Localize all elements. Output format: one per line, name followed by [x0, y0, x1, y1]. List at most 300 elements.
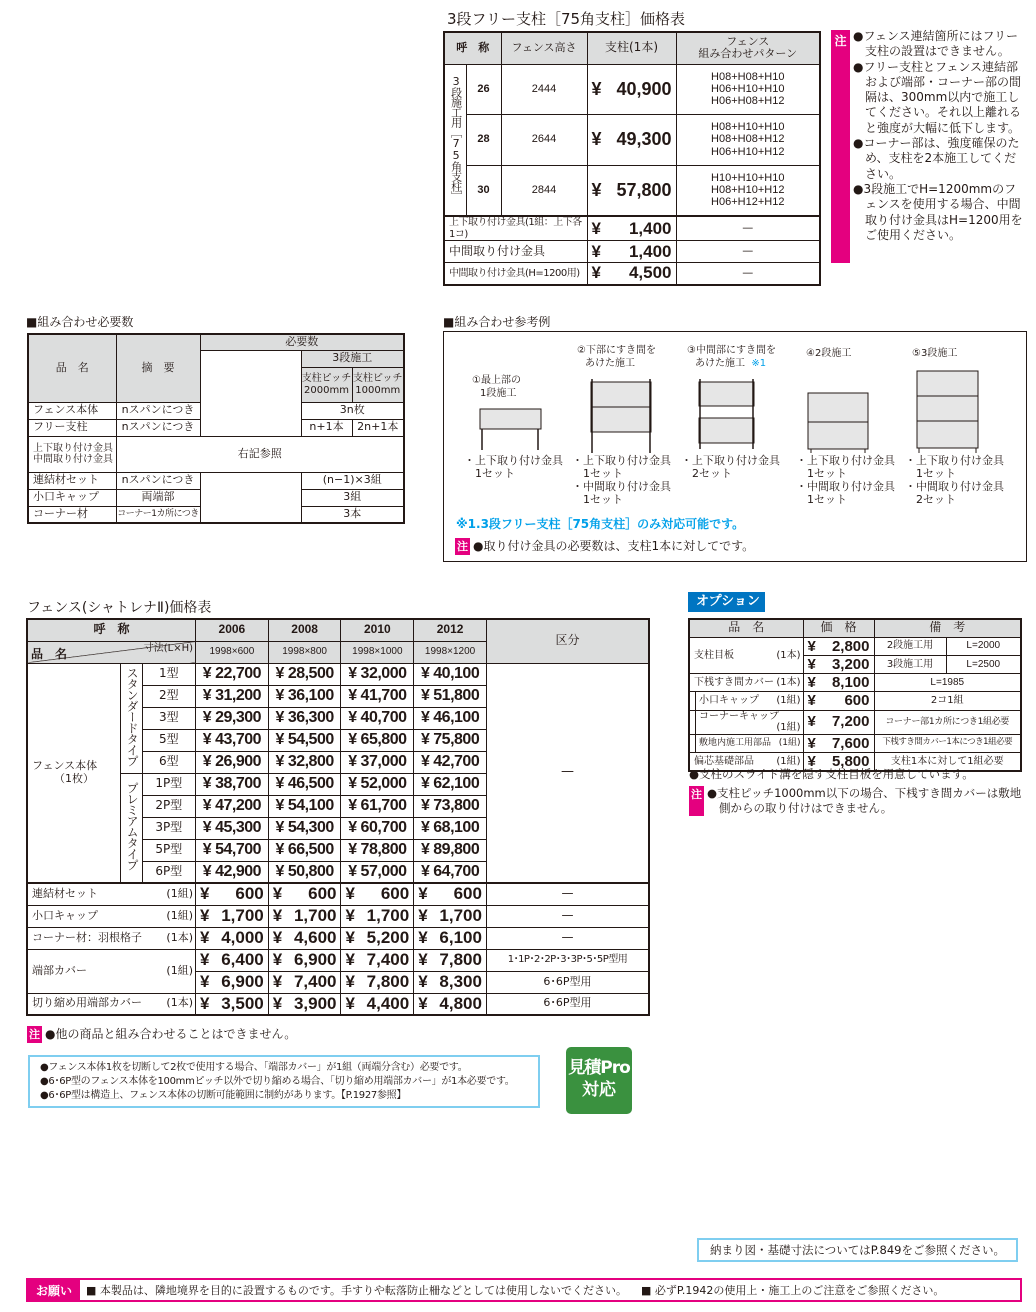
- header-name: 品 名: [689, 619, 803, 637]
- yen: ¥: [345, 950, 355, 970]
- pattern: H08+H10+H10: [711, 121, 785, 134]
- options-table: [688, 618, 1022, 772]
- price: ¥ 42,900: [196, 861, 269, 883]
- row-value: (n−1)×3組: [301, 472, 404, 489]
- table-row: [28, 472, 404, 489]
- type-label: 1P型: [142, 773, 195, 795]
- yen: ¥: [807, 655, 816, 673]
- col-code: 2008: [268, 619, 341, 641]
- note-text: ●支柱ピッチ1000mm以下の場合、下桟すき間カバーは敷地側からの取り付けはできません。: [707, 786, 1022, 815]
- yen: ¥: [418, 928, 428, 948]
- price: ¥ 54,300: [268, 817, 341, 839]
- examples-footnote: ※1.3段フリー支柱［75角支柱］のみ対応可能です。: [456, 517, 745, 531]
- part-unit: (1本): [166, 930, 194, 944]
- price: ¥ 51,800: [414, 685, 487, 707]
- row-height: 2844: [501, 165, 587, 216]
- note-line: ・中間取り付け金具: [796, 480, 895, 493]
- yen: ¥: [345, 884, 355, 904]
- note-item: ●コーナー部は、強度確保のため、支柱を2本施工してください。: [853, 136, 1020, 181]
- pitch-label: 支柱ピッチ: [352, 373, 403, 384]
- row-code: 26: [466, 64, 501, 114]
- price: ¥ 40,700: [341, 707, 414, 729]
- table-row: [689, 734, 1021, 752]
- price: ¥ 32,000: [341, 663, 414, 685]
- price: ¥ 37,000: [341, 751, 414, 773]
- note-line: ・上下取り付け金具: [905, 454, 1004, 467]
- header-required: 必要数: [200, 334, 404, 350]
- option-remark: L=2000: [946, 637, 1021, 655]
- header-pattern-l1: フェンス: [726, 34, 770, 48]
- yen: ¥: [591, 129, 602, 150]
- table-row: [689, 710, 1021, 734]
- header-category: 区分: [486, 619, 649, 663]
- example-3-diagram: [697, 377, 759, 455]
- note-tag: 注: [29, 1028, 40, 1041]
- yen: ¥: [272, 928, 283, 948]
- note-line: ・中間取り付け金具: [905, 480, 1004, 493]
- yen: ¥: [418, 972, 428, 992]
- table-row: [28, 402, 404, 419]
- option-remark: L=2500: [946, 655, 1021, 673]
- type-label: 5型: [142, 729, 195, 751]
- accessory-name: 中間取り付け金具: [444, 241, 587, 263]
- price: ¥ 65,800: [341, 729, 414, 751]
- price: ¥ 54,700: [196, 839, 269, 861]
- yen: ¥: [272, 950, 283, 970]
- example-5-diagram: [914, 369, 980, 455]
- col-size: 1998×1200: [414, 641, 487, 663]
- part-unit: (1組): [166, 886, 194, 900]
- option-remark: 下桟すき間カバー1本につき1組必要: [874, 734, 1021, 752]
- option-price: 7,600: [831, 734, 870, 752]
- yen: ¥: [200, 993, 210, 1013]
- table-row: [27, 993, 649, 1015]
- price: ¥ 46,500: [268, 773, 341, 795]
- yen: ¥: [591, 241, 601, 261]
- option-unit: (1組): [776, 755, 801, 767]
- table-row: [444, 216, 820, 241]
- header-code: 呼 称: [444, 32, 501, 64]
- price: ¥ 50,800: [268, 861, 341, 883]
- note-line: 1セット: [464, 467, 515, 480]
- price: 5,200: [366, 928, 410, 948]
- row-name: 中間取り付け金具: [33, 454, 113, 465]
- pattern: H06+H12+H12: [711, 196, 785, 209]
- table-row: [444, 114, 820, 165]
- header-remark: 備 考: [874, 619, 1021, 637]
- option-unit: (1本): [776, 676, 801, 688]
- price: ¥ 47,200: [196, 795, 269, 817]
- col-size: 1998×1000: [341, 641, 414, 663]
- price: ¥ 62,100: [414, 773, 487, 795]
- price: 600: [308, 884, 337, 904]
- price: ¥ 41,700: [341, 685, 414, 707]
- note-line: 1セット: [796, 467, 847, 480]
- row-name: 連結材セット: [28, 472, 116, 489]
- row-price: 57,800: [616, 179, 672, 200]
- pattern: H08+H10+H12: [711, 184, 785, 197]
- price: 6,900: [293, 950, 337, 970]
- header-height: フェンス高さ: [501, 32, 587, 64]
- row-summary: nスパンにつき: [116, 472, 200, 489]
- note-line: 1セット: [572, 467, 623, 480]
- row-value: 3本: [301, 506, 404, 523]
- col-code: 2012: [414, 619, 487, 641]
- header-pattern-l2: 組み合わせパターン: [698, 47, 798, 61]
- example-5-label: ⑤3段施工: [912, 348, 958, 359]
- yen: ¥: [200, 950, 210, 970]
- note-line: ・上下取り付け金具: [681, 454, 780, 467]
- type-label: 6型: [142, 751, 195, 773]
- price: 7,400: [366, 950, 410, 970]
- options-note: [689, 786, 1024, 816]
- accessory-name: 上下取り付け金具(1組：上下各1コ): [444, 216, 587, 241]
- price: ¥ 38,700: [196, 773, 269, 795]
- row-name: 上下取り付け金具: [33, 442, 113, 454]
- option-unit: (1本): [776, 649, 801, 661]
- yen: ¥: [345, 993, 355, 1013]
- price: 7,800: [439, 950, 482, 970]
- example-4-notes: [796, 454, 895, 506]
- standard-type-label: スタンダードタイプ: [125, 666, 140, 766]
- option-price: 600: [844, 692, 870, 710]
- price: ¥ 61,700: [341, 795, 414, 817]
- body-label-unit: （1枚）: [54, 771, 94, 785]
- pitch-value: 1000mm: [355, 384, 401, 396]
- price: ¥ 40,100: [414, 663, 487, 685]
- type-label: 3型: [142, 707, 195, 729]
- price: 4,000: [221, 928, 264, 948]
- option-unit: (1組): [778, 737, 801, 748]
- row-summary: nスパンにつき: [116, 402, 200, 419]
- row-merged: 右記参照: [116, 436, 404, 472]
- examples-box: [443, 331, 1027, 562]
- example-3-label: [687, 344, 776, 370]
- yen: ¥: [807, 674, 816, 691]
- yen: ¥: [200, 906, 210, 926]
- option-name: 偏芯基礎部品: [694, 755, 754, 767]
- price: ¥ 26,900: [196, 751, 269, 773]
- examples-title: ■組み合わせ参考例: [443, 315, 551, 329]
- example-2-diagram: [589, 377, 659, 455]
- part-category: —: [486, 883, 649, 905]
- option-price: 5,800: [831, 752, 870, 770]
- label-line: ②下部にすき間を: [577, 345, 656, 356]
- note-item: ●フリー支柱とフェンス連結部および端部・コーナー部の間隔は、300mm以内で施工してください。それ以上離れると強度が大幅に低下します。: [853, 59, 1022, 135]
- label-line: あけた施工: [585, 358, 635, 369]
- footer-tag: お願い: [28, 1280, 80, 1300]
- yen: ¥: [272, 906, 283, 926]
- price: 1,700: [439, 906, 482, 926]
- note-line: 1セット: [572, 493, 623, 506]
- pitch-label: 支柱ピッチ: [301, 373, 352, 384]
- badge-line: 対応: [582, 1080, 616, 1100]
- price: ¥ 78,800: [341, 839, 414, 861]
- part-unit: (1組): [166, 963, 194, 977]
- table-row: [27, 883, 649, 905]
- col-size: 1998×800: [268, 641, 341, 663]
- type-label: 2型: [142, 685, 195, 707]
- note-line: ・上下取り付け金具: [572, 454, 671, 467]
- part-category: —: [486, 927, 649, 949]
- options-info: ●支柱のスライド溝を隠す支柱目板を用意しています。: [689, 767, 974, 781]
- type-label: 5P型: [142, 839, 195, 861]
- header-name: 品 名: [28, 334, 116, 402]
- table-row: [444, 64, 820, 114]
- option-remark: 3段施工用: [874, 655, 946, 673]
- accessory-price: 1,400: [628, 218, 672, 238]
- note-line: 1セット: [796, 493, 847, 506]
- price: 600: [453, 884, 482, 904]
- row-height: 2444: [501, 64, 587, 114]
- price: 6,400: [221, 950, 264, 970]
- footer-text: ■ 本製品は、隣地境界を目的に設置するものです。手すりや転落防止柵などとしては使用しないでください。: [86, 1284, 628, 1297]
- note-tag: 注: [689, 786, 704, 816]
- price: ¥ 46,100: [414, 707, 487, 729]
- post-notes: [853, 29, 1023, 243]
- row-value-1000: 2n+1本: [352, 419, 404, 436]
- body-category: —: [486, 663, 649, 883]
- price: ¥ 28,500: [268, 663, 341, 685]
- option-price: 3,200: [831, 655, 870, 673]
- note-line: ・中間取り付け金具: [572, 480, 671, 493]
- yen: ¥: [418, 950, 428, 970]
- yen: ¥: [591, 263, 601, 283]
- table-row: [444, 263, 820, 285]
- price: 6,100: [439, 928, 482, 948]
- yen: ¥: [345, 972, 355, 992]
- note-item: ●3段施工でH=1200mmのフェンスを使用する場合、中間取り付け金具はH=1200用をご使用ください。: [853, 181, 1023, 242]
- accessory-pattern: —: [676, 216, 820, 241]
- accessory-price: 4,500: [628, 263, 672, 283]
- pattern: H08+H08+H10: [711, 70, 785, 83]
- example-4-diagram: [807, 392, 871, 454]
- price: 600: [380, 884, 410, 904]
- part-unit: (1組): [166, 908, 194, 922]
- price: 4,400: [366, 993, 410, 1013]
- price: 1,700: [366, 906, 410, 926]
- part-category: 6･6P型用: [486, 971, 649, 993]
- option-name: 敷地内施工用部品: [699, 737, 772, 748]
- option-unit: (1組): [776, 695, 801, 707]
- premium-type-label: プレミアムタイプ: [125, 781, 140, 870]
- yen: ¥: [591, 179, 602, 200]
- table-row: [444, 165, 820, 216]
- yen: ¥: [807, 692, 816, 710]
- post-note-tag: 注: [831, 30, 850, 263]
- option-unit: (1組): [776, 722, 801, 733]
- type-label: 6P型: [142, 861, 195, 883]
- yen: ¥: [272, 884, 283, 904]
- table-row: [444, 241, 820, 263]
- price: 7,400: [293, 972, 337, 992]
- row-name: フェンス本体: [28, 402, 116, 419]
- row-code: 30: [466, 165, 501, 216]
- box-note: ●6･6P型は構造上、フェンス本体の切断可能範囲に制約があります。【P.1927参照】: [40, 1090, 407, 1101]
- yen: ¥: [272, 972, 283, 992]
- row-price: 49,300: [616, 129, 672, 150]
- example-1-label: [472, 374, 521, 400]
- badge-line: 見積Pro: [568, 1058, 630, 1078]
- type-label: 2P型: [142, 795, 195, 817]
- box-note: ●フェンス本体1枚を切断して2枚で使用する場合、「端部カバー」が1組（両端分含む）必要です。: [40, 1062, 468, 1073]
- example-2-notes: [572, 454, 671, 506]
- example-2-label: [577, 344, 656, 370]
- price: ¥ 66,500: [268, 839, 341, 861]
- note-line: ・上下取り付け金具: [796, 454, 895, 467]
- price: 4,600: [293, 928, 337, 948]
- example-1-notes: [464, 454, 563, 480]
- table-row: [28, 436, 404, 472]
- price: ¥ 45,300: [196, 817, 269, 839]
- yen: ¥: [807, 734, 816, 752]
- pattern: H08+H08+H12: [711, 133, 785, 146]
- mitsumori-pro-badge: [566, 1047, 632, 1114]
- yen: ¥: [418, 906, 428, 926]
- header-three-stage: 3段施工: [301, 350, 404, 367]
- price: ¥ 73,800: [414, 795, 487, 817]
- pattern: H10+H10+H10: [711, 172, 785, 185]
- row-code: 28: [466, 114, 501, 165]
- part-name: 切り縮め用端部カバー: [32, 996, 142, 1010]
- label-line: 1段施工: [480, 388, 517, 399]
- note-item: ●フェンス連結箇所にはフリー支柱の設置はできません。: [853, 29, 1019, 59]
- example-1-diagram: [479, 407, 549, 452]
- option-name: 支柱目板: [694, 649, 734, 661]
- label-line: あけた施工: [695, 358, 745, 369]
- price: ¥ 75,800: [414, 729, 487, 751]
- yen: ¥: [807, 752, 816, 770]
- header-summary: 摘 要: [116, 334, 200, 402]
- row-value-2000: n+1本: [301, 419, 352, 436]
- price: 3,500: [221, 993, 264, 1013]
- accessory-price: 1,400: [628, 241, 672, 261]
- price: 3,900: [293, 993, 337, 1013]
- price: ¥ 31,200: [196, 685, 269, 707]
- footer-text: ■ 必ずP.1942の使用上・施工上のご注意をご参照ください。: [641, 1284, 945, 1297]
- pattern: H06+H10+H12: [711, 145, 785, 158]
- table-row: [27, 949, 649, 971]
- group-label: 3段施工用［75角支柱］: [449, 74, 463, 201]
- reference-note: 納まり図・基礎寸法についてはP.849をご参照ください。: [697, 1238, 1018, 1262]
- row-name: フリー支柱: [28, 419, 116, 436]
- price: ¥ 54,500: [268, 729, 341, 751]
- yen: ¥: [418, 993, 428, 1013]
- row-price: 40,900: [616, 78, 672, 99]
- row-summary: コーナー1カ所につき: [116, 506, 200, 523]
- options-title: オプション: [688, 592, 765, 612]
- yen: ¥: [418, 884, 428, 904]
- option-price: 2,800: [831, 637, 870, 655]
- price: ¥ 43,700: [196, 729, 269, 751]
- type-label: 1型: [142, 663, 195, 685]
- option-remark: 2段施工用: [874, 637, 946, 655]
- required-table: [27, 333, 405, 524]
- row-summary: 両端部: [116, 489, 200, 506]
- col-code: 2006: [196, 619, 269, 641]
- price: ¥ 32,800: [268, 751, 341, 773]
- row-name: コーナー材: [28, 506, 116, 523]
- accessory-pattern: —: [676, 263, 820, 285]
- option-remark: 2コ1組: [874, 692, 1021, 710]
- price: ¥ 68,100: [414, 817, 487, 839]
- part-unit: (1本): [166, 996, 194, 1010]
- row-name: 小口キャップ: [28, 489, 116, 506]
- header-size: 寸法(L×H): [143, 642, 194, 654]
- price: 7,800: [366, 972, 410, 992]
- yen: ¥: [807, 637, 816, 655]
- examples-note: [455, 537, 754, 555]
- price: ¥ 64,700: [414, 861, 487, 883]
- col-size: 1998×600: [196, 641, 269, 663]
- yen: ¥: [345, 906, 355, 926]
- part-name: 端部カバー: [32, 963, 87, 977]
- row-value: 3n枚: [301, 402, 404, 419]
- yen: ¥: [200, 928, 210, 948]
- note-line: ・上下取り付け金具: [464, 454, 563, 467]
- price: ¥ 36,100: [268, 685, 341, 707]
- col-code: 2010: [341, 619, 414, 641]
- price: 1,700: [221, 906, 264, 926]
- fence-table-title: フェンス(シャトレナⅡ)価格表: [27, 600, 212, 616]
- yen: ¥: [345, 928, 355, 948]
- note-line: 2セット: [681, 467, 732, 480]
- table-row: [689, 692, 1021, 710]
- example-3-notes: [681, 454, 780, 480]
- example-4-label: ④2段施工: [806, 348, 852, 359]
- option-remark: コーナー部1カ所につき1組必要: [874, 710, 1021, 734]
- yen: ¥: [591, 78, 602, 99]
- fence-note: [27, 1025, 296, 1043]
- post-table-title: 3段フリー支柱［75角支柱］価格表: [447, 10, 686, 28]
- option-name: 下桟すき間カバー: [694, 676, 774, 688]
- header-price: 価 格: [803, 619, 874, 637]
- yen: ¥: [591, 218, 601, 238]
- price: ¥ 52,000: [341, 773, 414, 795]
- accessory-name: 中間取り付け金具(H=1200用): [444, 263, 587, 285]
- footnote-mark: ※1: [751, 358, 767, 369]
- price: ¥ 54,100: [268, 795, 341, 817]
- table-row: [689, 637, 1021, 655]
- option-remark: 支柱1本に対して1組必要: [874, 752, 1021, 771]
- price: ¥ 42,700: [414, 751, 487, 773]
- price: ¥ 36,300: [268, 707, 341, 729]
- table-row: [689, 674, 1021, 692]
- price: ¥ 89,800: [414, 839, 487, 861]
- option-price: 7,200: [831, 713, 870, 731]
- option-price: 8,100: [831, 674, 870, 691]
- yen: ¥: [272, 993, 283, 1013]
- yen: ¥: [807, 713, 816, 731]
- required-title: ■組み合わせ必要数: [26, 315, 134, 329]
- yen: ¥: [200, 884, 210, 904]
- part-name: 連結材セット: [32, 886, 98, 900]
- note-line: 1セット: [905, 467, 956, 480]
- pattern: H06+H08+H12: [711, 95, 785, 108]
- price: 4,800: [439, 993, 482, 1013]
- header-item: 品 名: [31, 646, 68, 661]
- example-5-notes: [905, 454, 1004, 506]
- header-name: 呼 称: [27, 619, 196, 641]
- body-label: フェンス本体: [32, 759, 98, 773]
- part-name: 小口キャップ: [32, 908, 98, 922]
- header-post: 支柱(1本): [587, 32, 676, 64]
- type-label: 3P型: [142, 817, 195, 839]
- price: ¥ 22,700: [196, 663, 269, 685]
- note-text: ●他の商品と組み合わせることはできません。: [45, 1027, 297, 1041]
- row-summary: nスパンにつき: [116, 419, 200, 436]
- part-category: 6･6P型用: [486, 993, 649, 1015]
